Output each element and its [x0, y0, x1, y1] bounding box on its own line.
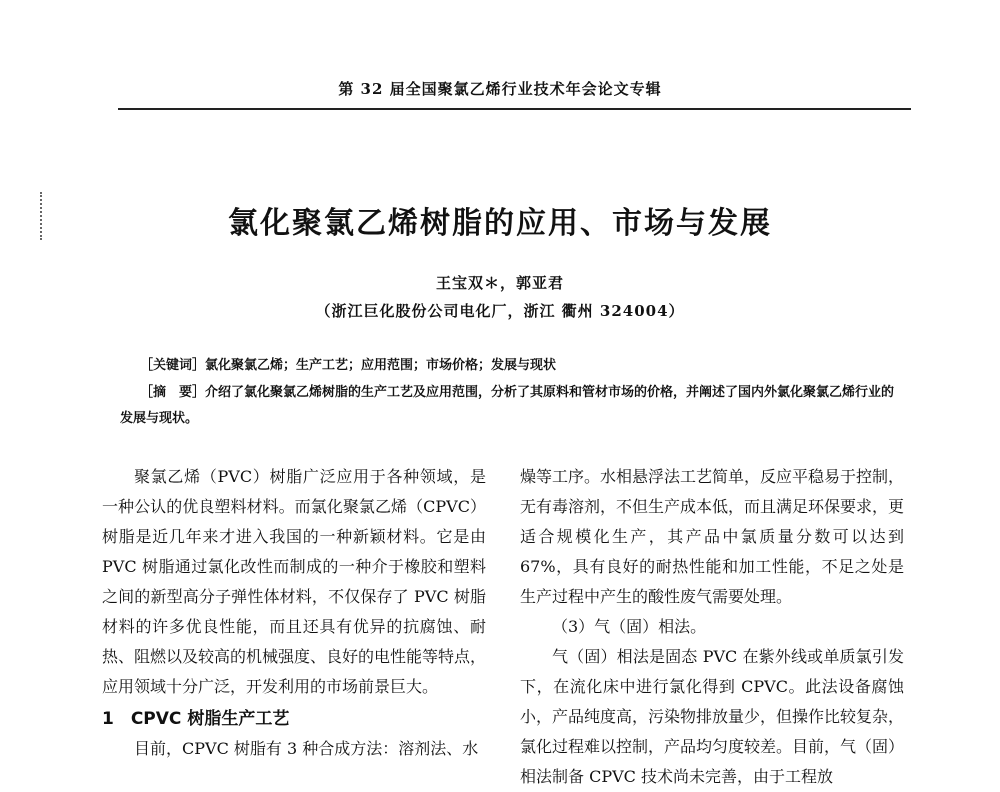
keywords — [140, 354, 900, 378]
right-column — [520, 462, 904, 792]
section-intro: 目前，CPVC 树脂有 3 种合成方法：溶剂法、水 — [134, 739, 479, 758]
intro-paragraph: 聚氯乙烯（PVC）树脂广泛应用于各种领域，是一种公认的优良塑料材料。而氯化聚氯乙烯（CPVC）树脂是近几年来才进入我国的一种新颖材料。它是由 PVC 树脂通过氯化改性而制成的一种介于橡胶和塑料之间的新型高分子弹性体材料，不仅保存了 PVC 树脂材料的许多优良性能，而且还具有优异的抗腐蚀、耐热、阻燃以及较高的机械强度、良好的电性能等特点，应用领域十分广泛，开发利用的市场前景巨大。 — [102, 467, 487, 696]
affiliation: （浙江巨化股份公司电化厂，浙江 衢州 324004） — [315, 302, 685, 320]
left-column — [102, 462, 486, 764]
paper-title: 氯化聚氯乙烯树脂的应用、市场与发展 — [228, 206, 772, 241]
abstract — [120, 380, 900, 432]
running-header: 第 32 届全国聚氯乙烯行业技术年会论文专辑 — [338, 80, 662, 98]
gas-phase-paragraph: 气（固）相法是固态 PVC 在紫外线或单质氯引发下，在流化床中进行氯化得到 CPVC。此法设备腐蚀小，产品纯度高，污染物排放量少，但操作比较复杂，氯化过程难以控制，产品均匀度较差。目前，气（固）相法制备 CPVC 技术尚未完善，由于工程放 — [520, 647, 905, 786]
authors: 王宝双＊，郭亚君 — [435, 274, 564, 292]
abstract-label: ［摘 要］ — [140, 385, 206, 400]
subsection-heading: （3）气（固）相法。 — [552, 617, 707, 636]
header-rule — [118, 108, 911, 110]
keywords-text: 氯化聚氯乙烯；生产工艺；应用范围；市场价格；发展与现状 — [205, 358, 557, 373]
process-paragraph: 燥等工序。水相悬浮法工艺简单，反应平稳易于控制，无有毒溶剂，不但生产成本低，而且满足环保要求，更适合规模化生产，其产品中氯质量分数可以达到 67%，具有良好的耐热性能和加工性能，不足之处是生产过程中产生的酸性废气需要处理。 — [520, 467, 905, 606]
keywords-label: ［关键词］ — [140, 358, 206, 373]
abstract-text: 介绍了氯化聚氯乙烯树脂的生产工艺及应用范围，分析了其原料和管材市场的价格，并阐述了国内外氯化聚氯乙烯行业的发展与现状。 — [120, 385, 895, 426]
section-heading: 1 CPVC 树脂生产工艺 — [102, 709, 290, 729]
